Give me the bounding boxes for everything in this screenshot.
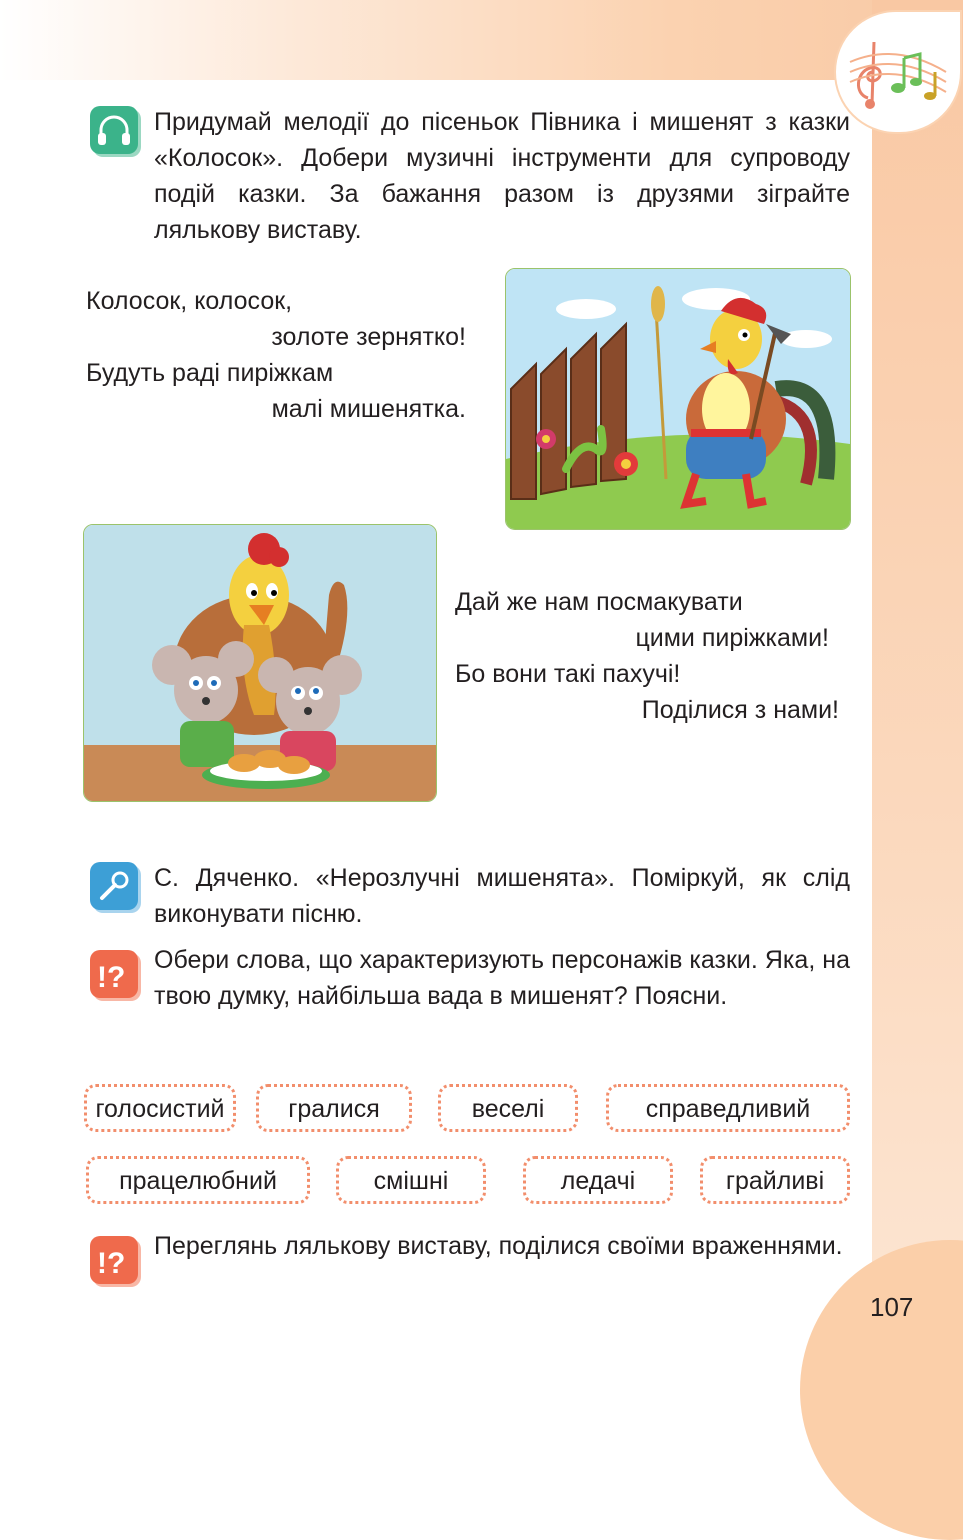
page-number: 107 (870, 1292, 914, 1322)
poem-line: Бо вони такі пахучі! (455, 660, 681, 688)
poem-line: Дай же нам посмакувати (455, 588, 743, 616)
question-icon (90, 950, 138, 998)
question-icon (90, 1236, 138, 1284)
poem-line: малі мишенятка. (271, 395, 466, 423)
word-pill[interactable]: гралися (256, 1084, 412, 1132)
word-pill[interactable]: веселі (438, 1084, 578, 1132)
task-text: С. Дяченко. «Нерозлучні мишенята». Поміркуй, як слід виконувати пісню. (154, 864, 850, 928)
music-notes-icon (836, 12, 960, 132)
poem-rooster (86, 283, 466, 427)
microphone-icon (90, 862, 138, 910)
task-text: Переглянь лялькову виставу, поділися своїми враженнями. (154, 1232, 843, 1260)
word-pill[interactable]: справедливий (606, 1084, 850, 1132)
svg-text:!?: !? (97, 1247, 126, 1280)
poem-line: цими пиріжками! (635, 624, 829, 652)
top-decor-band (0, 0, 963, 80)
word-pill[interactable]: смішні (336, 1156, 486, 1204)
word-pill[interactable]: працелюбний (86, 1156, 310, 1204)
bottom-corner-decor (800, 1240, 963, 1540)
poem-line: Колосок, колосок, (86, 287, 293, 315)
poem-line: Будуть раді пиріжкам (86, 359, 334, 387)
poem-mice (455, 584, 839, 728)
headphones-icon (90, 106, 138, 154)
word-pill[interactable]: ледачі (523, 1156, 673, 1204)
task-text: Обери слова, що характеризують персонажів казки. Яка, на твою думку, найбільша вада в мишенят? Поясни. (154, 946, 850, 1010)
poem-line: золоте зернятко! (271, 323, 466, 351)
right-decor-band (872, 0, 963, 1394)
word-pill[interactable]: голосистий (84, 1084, 236, 1132)
task-text: Придумай мелодії до пісеньок Півника і мишенят з казки «Колосок». Добери музичні інструменти для супроводу подій казки. За бажання разом із друзями зіграйте лялькову виставу. (154, 108, 850, 244)
svg-text:!?: !? (97, 961, 126, 994)
rooster-illustration (505, 268, 851, 530)
poem-line: Поділися з нами! (641, 696, 839, 724)
mice-illustration (83, 524, 437, 802)
word-pill[interactable]: грайливі (700, 1156, 850, 1204)
